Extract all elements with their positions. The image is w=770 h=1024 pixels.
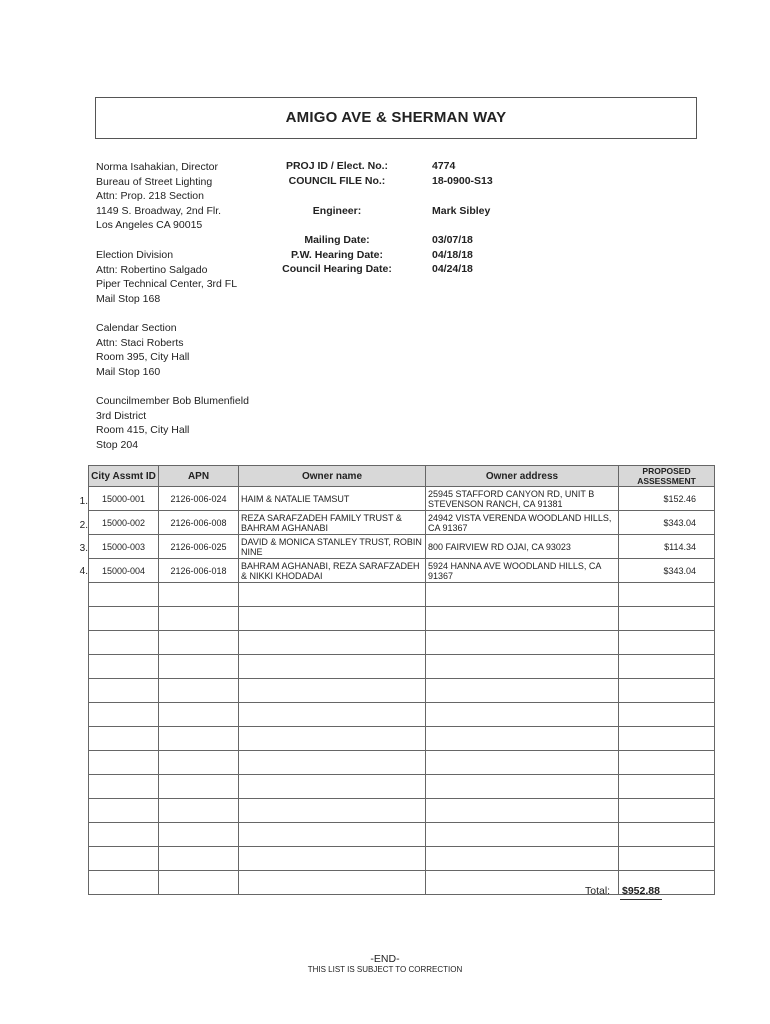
- table-row-empty: [89, 727, 715, 751]
- table-row: [89, 511, 715, 535]
- mailing-date-value: 03/07/18: [432, 234, 473, 246]
- header-owner-name: Owner name: [239, 466, 426, 487]
- header-owner-address: Owner address: [426, 466, 619, 487]
- row-number: 2.: [79, 520, 88, 531]
- page-title: AMIGO AVE & SHERMAN WAY: [285, 109, 507, 126]
- cell-apn: 2126-006-018: [159, 559, 239, 583]
- header-apn: APN: [159, 466, 239, 487]
- table-row-empty: [89, 751, 715, 775]
- table-row-empty: [89, 655, 715, 679]
- table-row: [89, 487, 715, 511]
- address-line: Councilmember Bob Blumenfield: [96, 395, 249, 407]
- table-row-empty: [89, 679, 715, 703]
- address-line: Bureau of Street Lighting: [96, 175, 213, 188]
- total-label: Total:: [585, 885, 611, 897]
- address-block-street-lighting: [96, 160, 221, 233]
- cell-address: 800 FAIRVIEW RD OJAI, CA 93023: [426, 535, 619, 559]
- table-row-empty: [89, 847, 715, 871]
- address-line: Room 415, City Hall: [96, 424, 190, 437]
- cell-address: 5924 HANNA AVE WOODLAND HILLS, CA 91367: [426, 559, 619, 583]
- header-proposed-assessment: PROPOSED ASSESSMENT: [619, 466, 715, 487]
- address-line: Room 395, City Hall: [96, 351, 190, 364]
- engineer-value: Mark Sibley: [432, 205, 491, 217]
- table-row-empty: [89, 703, 715, 727]
- cell-owner: DAVID & MONICA STANLEY TRUST, ROBIN NINE: [239, 535, 426, 559]
- proj-id-label: PROJ ID / Elect. No.:: [285, 160, 389, 172]
- cell-id: 15000-002: [89, 511, 159, 535]
- assessment-table: [88, 465, 715, 895]
- mailing-date-label: Mailing Date:: [304, 234, 370, 246]
- row-number: 1.: [79, 496, 88, 507]
- table-row-empty: [89, 583, 715, 607]
- cell-apn: 2126-006-008: [159, 511, 239, 535]
- cell-amount: $343.04: [619, 559, 715, 583]
- council-file-label: COUNCIL FILE No.:: [288, 175, 386, 187]
- cell-id: 15000-004: [89, 559, 159, 583]
- address-line: Calendar Section: [96, 322, 177, 334]
- cell-owner: BAHRAM AGHANABI, REZA SARAFZADEH & NIKKI KHODADAI: [239, 559, 426, 583]
- pw-hearing-label: P.W. Hearing Date:: [291, 249, 383, 261]
- correction-note: THIS LIST IS SUBJECT TO CORRECTION: [307, 965, 463, 974]
- cell-apn: 2126-006-025: [159, 535, 239, 559]
- address-line: Norma Isahakian, Director: [96, 161, 218, 173]
- row-number: 3.: [79, 543, 88, 554]
- council-file-value: 18-0900-S13: [432, 175, 493, 187]
- cell-address: 24942 VISTA VERENDA WOODLAND HILLS, CA 91367: [426, 511, 619, 535]
- address-line: Piper Technical Center, 3rd FL: [96, 278, 238, 291]
- address-line: Mail Stop 160: [96, 365, 161, 378]
- address-line: Attn: Robertino Salgado: [96, 263, 208, 276]
- address-block-councilmember: [96, 394, 249, 452]
- table-row-empty: [89, 799, 715, 823]
- council-hearing-label: Council Hearing Date:: [282, 263, 392, 275]
- header-city-assmt-id: City Assmt ID: [89, 466, 159, 487]
- proj-id-value: 4774: [432, 160, 456, 172]
- table-header-row: [89, 466, 715, 487]
- table-row-empty: [89, 607, 715, 631]
- cell-amount: $152.46: [619, 487, 715, 511]
- total-value: $952.88: [620, 885, 662, 900]
- address-line: Los Angeles CA 90015: [96, 219, 203, 232]
- table-row-empty: [89, 631, 715, 655]
- cell-id: 15000-003: [89, 535, 159, 559]
- cell-id: 15000-001: [89, 487, 159, 511]
- cell-owner: HAIM & NATALIE TAMSUT: [239, 487, 426, 511]
- cell-apn: 2126-006-024: [159, 487, 239, 511]
- address-line: Stop 204: [96, 438, 139, 451]
- address-block-election: [96, 248, 237, 306]
- pw-hearing-value: 04/18/18: [432, 249, 473, 261]
- address-line: 3rd District: [96, 409, 147, 422]
- table-row-empty: [89, 823, 715, 847]
- cell-amount: $343.04: [619, 511, 715, 535]
- address-line: 1149 S. Broadway, 2nd Flr.: [96, 204, 222, 217]
- table-row: [89, 535, 715, 559]
- council-hearing-value: 04/24/18: [432, 263, 473, 275]
- address-line: Attn: Prop. 218 Section: [96, 190, 204, 203]
- cell-owner: REZA SARAFZADEH FAMILY TRUST & BAHRAM AGHANABI: [239, 511, 426, 535]
- cell-address: 25945 STAFFORD CANYON RD, UNIT B STEVENSON RANCH, CA 91381: [426, 487, 619, 511]
- table-row: [89, 559, 715, 583]
- table-row-empty: [89, 775, 715, 799]
- address-line: Attn: Staci Roberts: [96, 336, 184, 349]
- row-number: 4.: [79, 566, 88, 577]
- end-marker: -END-: [370, 953, 400, 965]
- address-line: Mail Stop 168: [96, 292, 161, 305]
- address-block-calendar: [96, 321, 189, 379]
- address-line: Election Division: [96, 249, 174, 261]
- engineer-label: Engineer:: [312, 205, 362, 217]
- cell-amount: $114.34: [619, 535, 715, 559]
- title-box: [95, 97, 697, 139]
